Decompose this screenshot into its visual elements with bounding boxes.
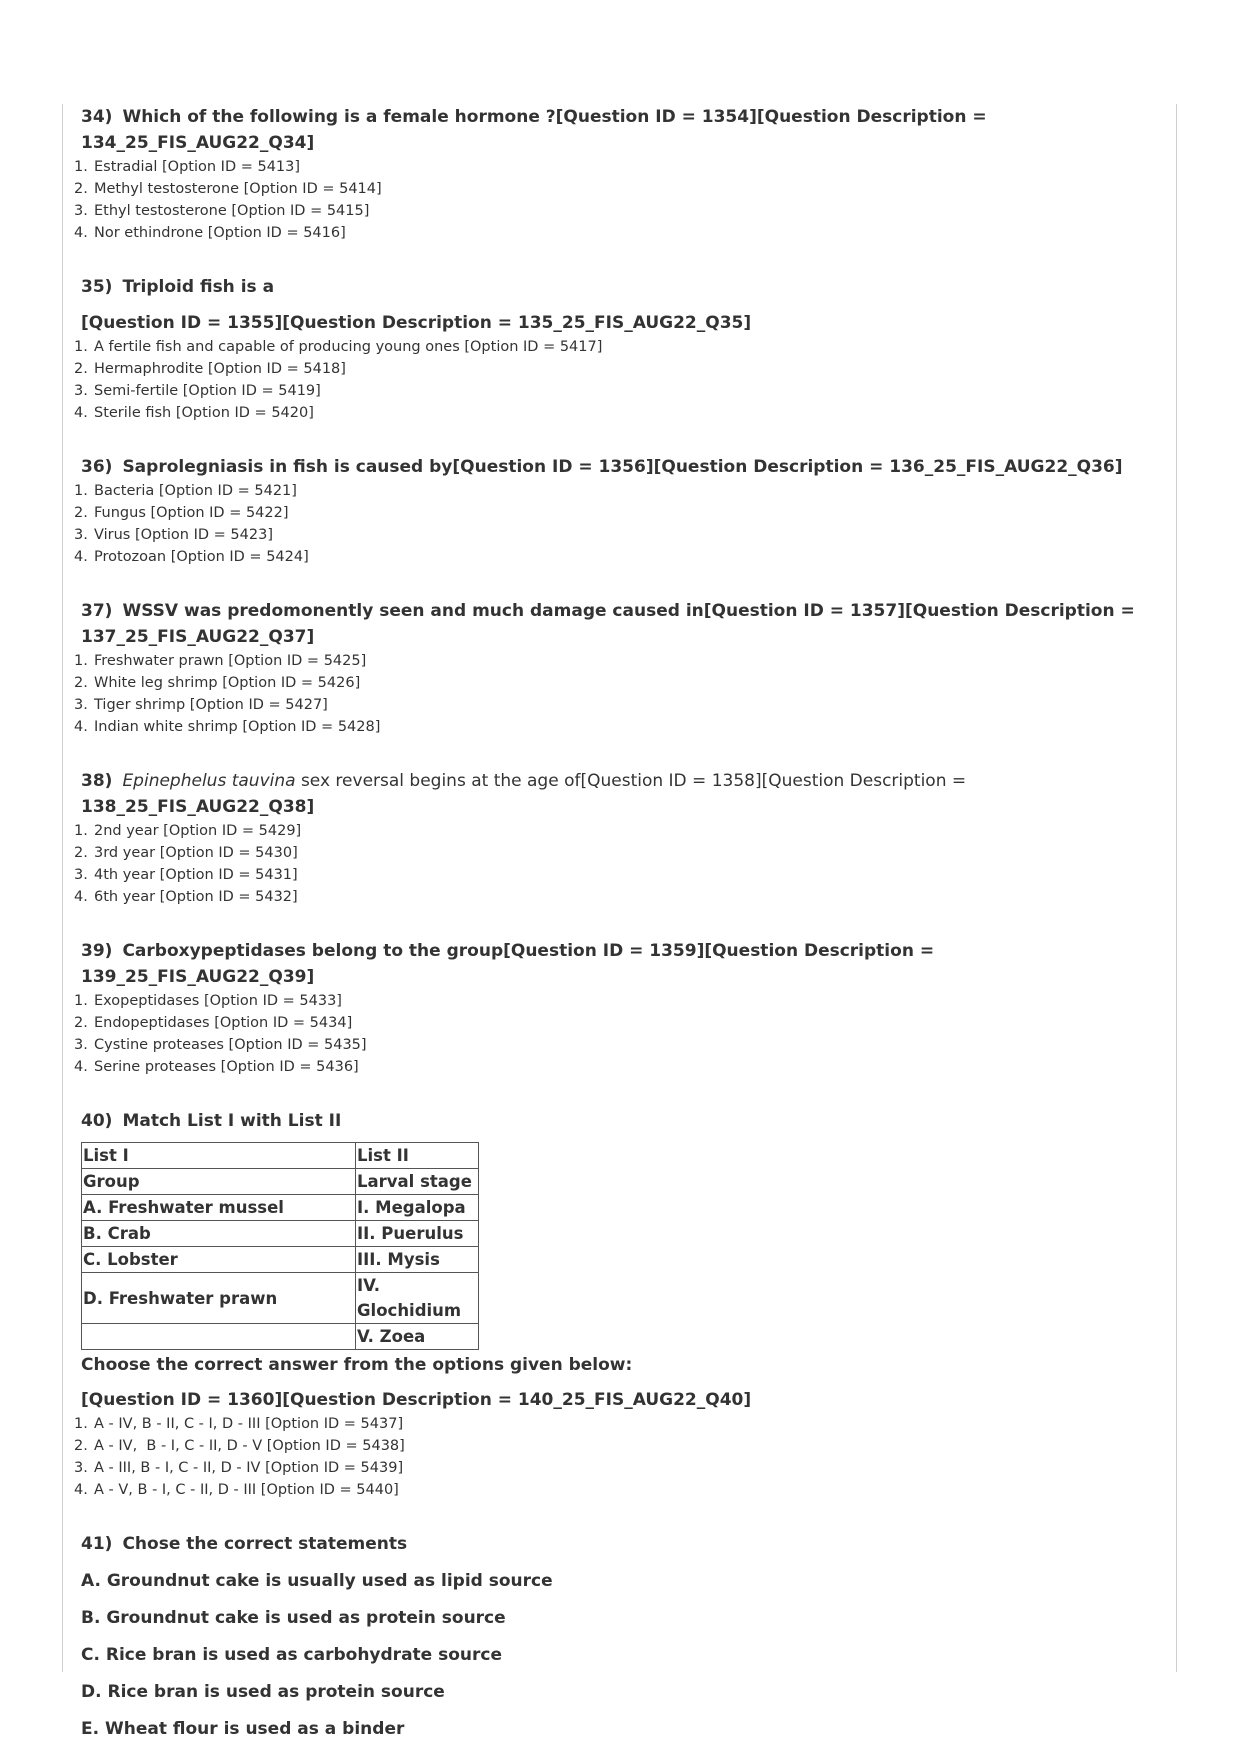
page-border-right (1176, 104, 1177, 1672)
question-36 (74, 454, 1169, 568)
option-item: 2. White leg shrimp [Option ID = 5426] (74, 675, 361, 691)
option-list (74, 336, 1169, 424)
table-row: D. Freshwater prawn IV. Glochidium (82, 1273, 479, 1324)
option-item: 2. Endopeptidases [Option ID = 5434] (74, 1015, 353, 1031)
option-item: 3. Virus [Option ID = 5423] (74, 527, 273, 543)
question-number: 38) (81, 771, 113, 791)
option-item: 4. 6th year [Option ID = 5432] (74, 889, 298, 905)
question-text-continued: 138_25_FIS_AUG22_Q38] (81, 797, 315, 817)
question-text: WSSV was predomonently seen and much damage caused in[Question ID = 1357][Question Description = (122, 601, 1135, 621)
option-item: 3. Semi-fertile [Option ID = 5419] (74, 383, 321, 399)
option-item: 4. Protozoan [Option ID = 5424] (74, 549, 309, 565)
statement-item: D. Rice bran is used as protein source (81, 1682, 445, 1702)
option-item: 1. Bacteria [Option ID = 5421] (74, 483, 297, 499)
question-40 (74, 1108, 1169, 1501)
option-item: 3. 4th year [Option ID = 5431] (74, 867, 298, 883)
option-item: 1. Freshwater prawn [Option ID = 5425] (74, 653, 367, 669)
question-number: 34) (81, 107, 113, 127)
option-item: 3. A - III, B - I, C - II, D - IV [Option ID = 5439] (74, 1460, 404, 1476)
question-35 (74, 274, 1169, 424)
question-text: Saprolegniasis in fish is caused by[Question ID = 1356][Question Description = 136_25_FIS_AUG22_Q36] (122, 457, 1123, 477)
statement-item: C. Rice bran is used as carbohydrate source (81, 1645, 503, 1665)
page-border-left (62, 104, 63, 1672)
option-item: 4. Sterile fish [Option ID = 5420] (74, 405, 314, 421)
table-row: Group Larval stage (82, 1169, 479, 1195)
option-list (74, 480, 1169, 568)
question-number: 35) (81, 277, 113, 297)
question-37 (74, 598, 1169, 738)
statement-item: A. Groundnut cake is usually used as lipid source (81, 1571, 553, 1591)
option-item: 4. Nor ethindrone [Option ID = 5416] (74, 225, 346, 241)
question-number: 37) (81, 601, 113, 621)
option-item: 4. Serine proteases [Option ID = 5436] (74, 1059, 359, 1075)
question-text: sex reversal begins at the age of[Question ID = 1358][Question Description = (295, 771, 967, 791)
table-row: B. Crab II. Puerulus (82, 1221, 479, 1247)
question-number: 39) (81, 941, 113, 961)
choose-instruction: Choose the correct answer from the options given below: (81, 1355, 633, 1375)
option-list (74, 820, 1169, 908)
question-34 (74, 104, 1169, 244)
question-text: Which of the following is a female hormone ?[Question ID = 1354][Question Description = 134_25_FIS_AUG22_Q34] (81, 107, 987, 153)
question-text: Match List I with List II (122, 1111, 342, 1131)
question-text: Chose the correct statements (122, 1534, 408, 1554)
option-item: 1. Exopeptidases [Option ID = 5433] (74, 993, 342, 1009)
question-41 (74, 1531, 1169, 1742)
question-text: Carboxypeptidases belong to the group[Question ID = 1359][Question Description = 139_25_FIS_AUG22_Q39] (81, 941, 935, 987)
option-item: 3. Cystine proteases [Option ID = 5435] (74, 1037, 367, 1053)
option-item: 3. Ethyl testosterone [Option ID = 5415] (74, 203, 370, 219)
question-id-line: [Question ID = 1360][Question Description = 140_25_FIS_AUG22_Q40] (81, 1390, 752, 1410)
species-name: Epinephelus tauvina (122, 771, 296, 791)
question-text: Triploid fish is a (122, 277, 275, 297)
table-row: C. Lobster III. Mysis (82, 1247, 479, 1273)
question-number: 41) (81, 1534, 113, 1554)
option-item: 2. A - IV, B - I, C - II, D - V [Option ID = 5438] (74, 1438, 405, 1454)
match-table (81, 1142, 479, 1350)
option-item: 2. Fungus [Option ID = 5422] (74, 505, 289, 521)
option-item: 2. Methyl testosterone [Option ID = 5414] (74, 181, 382, 197)
table-row: List I List II (82, 1143, 479, 1169)
option-item: 3. Tiger shrimp [Option ID = 5427] (74, 697, 328, 713)
option-item: 4. Indian white shrimp [Option ID = 5428] (74, 719, 381, 735)
option-item: 2. Hermaphrodite [Option ID = 5418] (74, 361, 346, 377)
question-number: 40) (81, 1111, 113, 1131)
option-list (74, 156, 1169, 244)
question-paper (74, 104, 1169, 1742)
option-item: 1. 2nd year [Option ID = 5429] (74, 823, 302, 839)
question-38 (74, 768, 1169, 908)
table-row: V. Zoea (82, 1324, 479, 1350)
option-list (74, 650, 1169, 738)
question-39 (74, 938, 1169, 1078)
option-list (74, 990, 1169, 1078)
statement-item: E. Wheat flour is used as a binder (81, 1719, 405, 1739)
option-item: 1. A fertile fish and capable of producing young ones [Option ID = 5417] (74, 339, 603, 355)
option-item: 2. 3rd year [Option ID = 5430] (74, 845, 298, 861)
option-item: 1. A - IV, B - II, C - I, D - III [Option ID = 5437] (74, 1416, 404, 1432)
option-item: 1. Estradial [Option ID = 5413] (74, 159, 301, 175)
question-number: 36) (81, 457, 113, 477)
statement-item: B. Groundnut cake is used as protein source (81, 1608, 506, 1628)
question-id-line: [Question ID = 1355][Question Description = 135_25_FIS_AUG22_Q35] (81, 313, 752, 333)
option-item: 4. A - V, B - I, C - II, D - III [Option ID = 5440] (74, 1482, 399, 1498)
option-list (74, 1413, 1169, 1501)
table-row: A. Freshwater mussel I. Megalopa (82, 1195, 479, 1221)
question-text-continued: 137_25_FIS_AUG22_Q37] (81, 627, 315, 647)
